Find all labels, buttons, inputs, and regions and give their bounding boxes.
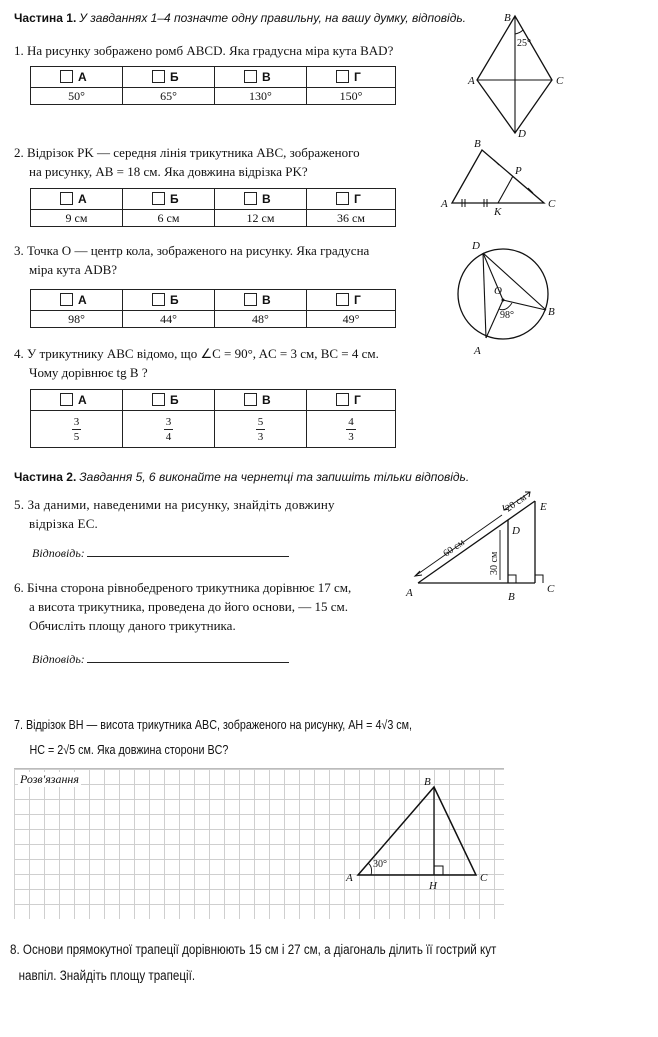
checkbox[interactable] bbox=[244, 393, 257, 406]
label-b: B bbox=[504, 12, 511, 24]
q2-value: 12 см bbox=[214, 210, 306, 227]
q1-answer-table bbox=[30, 66, 396, 105]
q1-value: 65° bbox=[123, 88, 215, 105]
q4-fraction: $\frac{5}{3}$ bbox=[214, 411, 306, 448]
q3-value: 49° bbox=[306, 311, 395, 328]
q1-option-a[interactable]: А bbox=[31, 67, 123, 88]
q4-option-a[interactable]: А bbox=[31, 390, 123, 411]
q2-value: 9 см bbox=[31, 210, 123, 227]
checkbox[interactable] bbox=[244, 293, 257, 306]
label-b: B bbox=[508, 591, 515, 603]
q7-triangle-figure bbox=[340, 775, 500, 895]
q1-text: 1. На рисунку зображено ромб ABCD. Яка градусна міра кута BAD? bbox=[14, 43, 394, 58]
checkbox[interactable] bbox=[152, 393, 165, 406]
q2-value: 6 см bbox=[123, 210, 215, 227]
q2-answer-table bbox=[30, 188, 396, 227]
q5-answer[interactable]: Відповідь: bbox=[32, 546, 289, 561]
q1-value: 150° bbox=[306, 88, 395, 105]
q4-option-v[interactable]: В bbox=[214, 390, 306, 411]
part1-header bbox=[14, 11, 466, 26]
solution-label: Розв'язання bbox=[20, 772, 79, 786]
q6-answer[interactable]: Відповідь: bbox=[32, 652, 289, 667]
q2-option-g[interactable]: Г bbox=[306, 189, 395, 210]
angle-label: 25° bbox=[517, 38, 531, 49]
q4-text: 4. У трикутнику ABC відомо, що ∠C = 90°, AC = 3 см, BC = 4 см. Чому дорівнює tg B ? bbox=[14, 346, 379, 380]
label-a: A bbox=[474, 345, 481, 357]
q2-option-v[interactable]: В bbox=[214, 189, 306, 210]
part2-title: Частина 2. bbox=[14, 470, 77, 484]
label-o: O bbox=[494, 285, 502, 297]
q1-rhombus-figure bbox=[460, 8, 570, 138]
label-a: A bbox=[346, 872, 353, 884]
angle-label: 30° bbox=[373, 859, 387, 870]
label-d: D bbox=[472, 240, 480, 252]
length-label: 60 см bbox=[441, 537, 467, 560]
q3-text: 3. Точка O — центр кола, зображеного на рисунку. Яка градусна міра кута ADB? bbox=[14, 243, 370, 277]
q3-option-b[interactable]: Б bbox=[123, 290, 215, 311]
q6-text: 6. Бічна сторона рівнобедреного трикутника дорівнює 17 см, а висота трикутника, проведена до його основи, — 15 см. Обчисліть площу даного трикутника. bbox=[14, 580, 352, 633]
checkbox[interactable] bbox=[60, 192, 73, 205]
checkbox[interactable] bbox=[60, 70, 73, 83]
q2-value: 36 см bbox=[306, 210, 395, 227]
q1-option-v[interactable]: В bbox=[214, 67, 306, 88]
q8-text: 8. Основи прямокутної трапеції дорівнюють 15 см і 27 см, а діагональ ділить її гострий кут навпіл. Знайдіть площу трапеції. bbox=[10, 942, 497, 983]
q3-circle-figure bbox=[448, 236, 568, 360]
q4-option-b[interactable]: Б bbox=[123, 390, 215, 411]
label-c: C bbox=[480, 872, 488, 884]
q4-fraction: $\frac{4}{3}$ bbox=[306, 411, 395, 448]
label-c: C bbox=[548, 198, 556, 210]
label-d: D bbox=[512, 525, 520, 537]
angle-label: 98° bbox=[500, 310, 514, 321]
checkbox[interactable] bbox=[336, 393, 349, 406]
label-c: C bbox=[547, 583, 555, 595]
length-label: 30 см bbox=[489, 551, 500, 575]
q4-answer-table bbox=[30, 389, 396, 448]
label-b: B bbox=[548, 306, 555, 318]
q2-triangle-figure bbox=[440, 138, 560, 218]
checkbox[interactable] bbox=[152, 293, 165, 306]
label-b: B bbox=[424, 776, 431, 788]
q3-value: 44° bbox=[123, 311, 215, 328]
q3-value: 98° bbox=[31, 311, 123, 328]
q2-text: 2. Відрізок PK — середня лінія трикутника ABC, зображеного на рисунку, AB = 18 см. Яка довжина відрізка PK? bbox=[14, 145, 360, 179]
q3-option-a[interactable]: А bbox=[31, 290, 123, 311]
q1-option-g[interactable]: Г bbox=[306, 67, 395, 88]
q3-option-g[interactable]: Г bbox=[306, 290, 395, 311]
checkbox[interactable] bbox=[244, 70, 257, 83]
label-p: P bbox=[515, 165, 522, 177]
q4-option-g[interactable]: Г bbox=[306, 390, 395, 411]
q3-value: 48° bbox=[214, 311, 306, 328]
checkbox[interactable] bbox=[60, 393, 73, 406]
q5-triangle-figure bbox=[400, 490, 570, 605]
q5-text: 5. За даними, наведеними на рисунку, знайдіть довжину відрізка EC. bbox=[14, 497, 335, 531]
checkbox[interactable] bbox=[336, 192, 349, 205]
length-label: 20 см bbox=[503, 492, 529, 515]
part1-title: Частина 1. bbox=[14, 11, 77, 25]
q1-option-b[interactable]: Б bbox=[123, 67, 215, 88]
q4-fraction: $\frac{3}{4}$ bbox=[123, 411, 215, 448]
q3-option-v[interactable]: В bbox=[214, 290, 306, 311]
label-h: H bbox=[429, 880, 437, 892]
checkbox[interactable] bbox=[60, 293, 73, 306]
label-e: E bbox=[540, 501, 547, 513]
q2-option-a[interactable]: А bbox=[31, 189, 123, 210]
checkbox[interactable] bbox=[336, 70, 349, 83]
label-a: A bbox=[406, 587, 413, 599]
part2-header bbox=[14, 470, 469, 485]
label-a: A bbox=[468, 75, 475, 87]
part1-instruction: У завданнях 1–4 позначте одну правильну, на вашу думку, відповідь. bbox=[79, 11, 467, 25]
label-k: K bbox=[494, 206, 502, 218]
checkbox[interactable] bbox=[152, 192, 165, 205]
label-b: B bbox=[474, 138, 481, 150]
q3-answer-table bbox=[30, 289, 396, 328]
label-d: D bbox=[518, 128, 526, 138]
checkbox[interactable] bbox=[152, 70, 165, 83]
label-c: C bbox=[556, 75, 564, 87]
q4-fraction: $\frac{3}{5}$ bbox=[31, 411, 123, 448]
label-a: A bbox=[441, 198, 448, 210]
q2-option-b[interactable]: Б bbox=[123, 189, 215, 210]
checkbox[interactable] bbox=[244, 192, 257, 205]
q7-text: 7. Відрізок BH — висота трикутника ABC, зображеного на рисунку, AH = 4√3 см, HC = 2√5 см. Яка довжина сторони BC? bbox=[14, 718, 413, 757]
checkbox[interactable] bbox=[336, 293, 349, 306]
q1-value: 130° bbox=[214, 88, 306, 105]
part2-instruction: Завдання 5, 6 виконайте на чернетці та запишіть тільки відповідь. bbox=[79, 470, 470, 484]
q1-value: 50° bbox=[31, 88, 123, 105]
